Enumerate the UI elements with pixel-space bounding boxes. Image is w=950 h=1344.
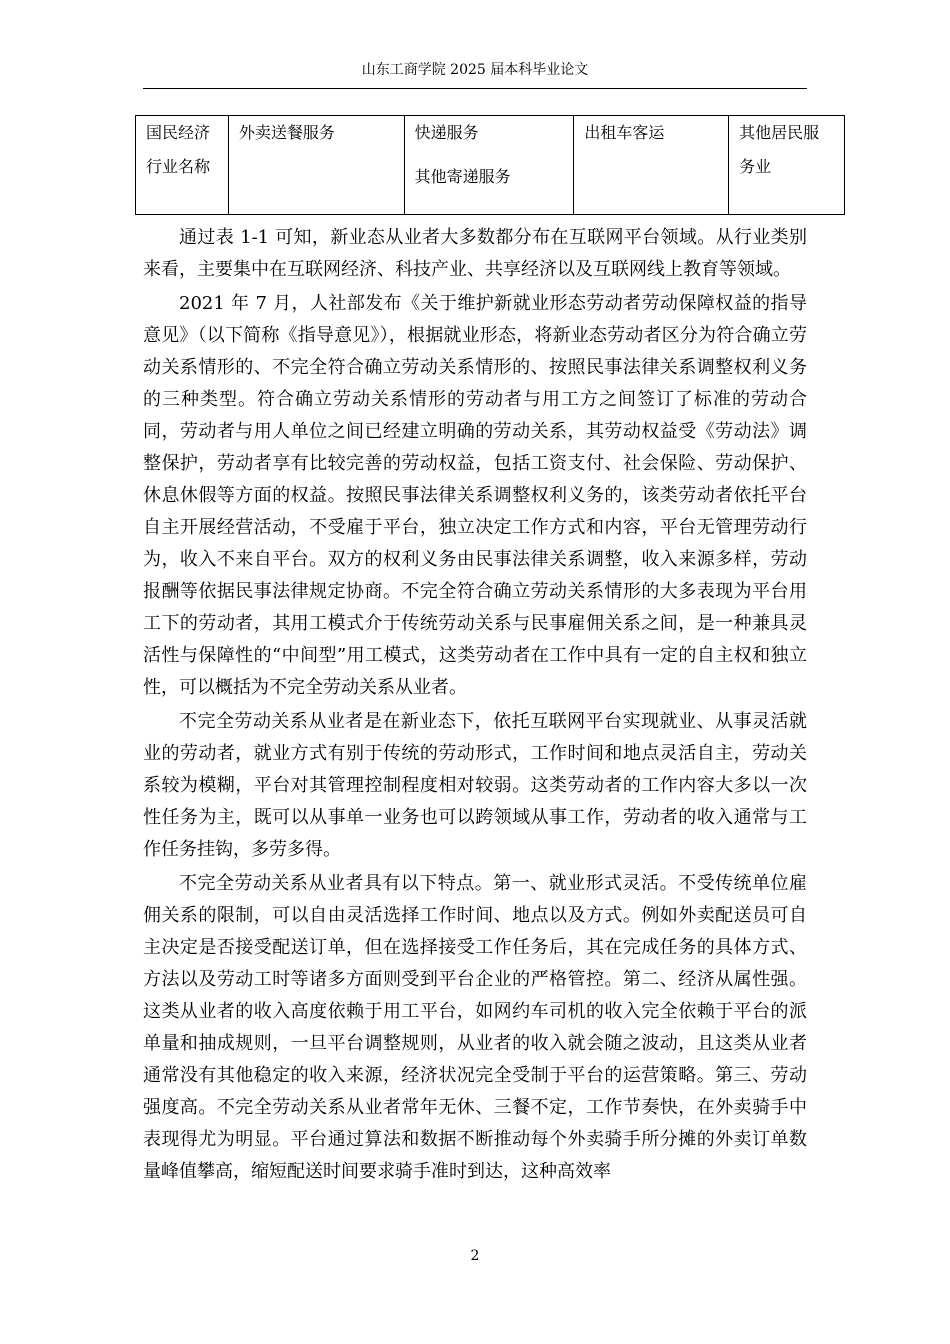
page-number: 2 [470, 1248, 480, 1264]
paragraph: 2021 年 7 月，人社部发布《关于维护新就业形态劳动者劳动保障权益的指导意见》（以下简称《指导意见》），根据就业形态，将新业态劳动者区分为符合确立劳动关系情形的、不完全符合确立劳动关系情形的、按照民事法律关系调整权利义务的三种类型。符合确立劳动关系情形的劳动者与用工方之间签订了标准的劳动合同，劳动者与用人单位之间已经建立明确的劳动关系，其劳动权益受《劳动法》调整保护，劳动者享有比较完善的劳动权益，包括工资支付、社会保险、劳动保护、休息休假等方面的权益。按照民事法律关系调整权利义务的，该类劳动者依托平台自主开展经营活动，不受雇于平台，独立决定工作方式和内容，平台无管理劳动行为，收入不来自平台。双方的权利义务由民事法律关系调整，收入来源多样，劳动报酬等依据民事法律规定协商。不完全符合确立劳动关系情形的大多表现为平台用工下的劳动者，其用工模式介于传统劳动关系与民事雇佣关系之间，是一种兼具灵活性与保障性的“中间型”用工模式，这类劳动者在工作中具有一定的自主权和独立性，可以概括为不完全劳动关系从业者。 [143, 293, 807, 698]
cell-line: 务业 [739, 157, 772, 176]
row-label-line: 行业名称 [146, 157, 211, 176]
cell-line: 其他居民服 [739, 123, 820, 142]
table-cell [228, 116, 404, 215]
cell-line: 快递服务 [414, 123, 479, 142]
body-text [143, 222, 807, 1188]
paragraph: 不完全劳动关系从业者是在新业态下，依托互联网平台实现就业、从事灵活就业的劳动者，就业方式有别于传统的劳动形式，工作时间和地点灵活自主，劳动关系较为模糊，平台对其管理控制程度相对较弱。这类劳动者的工作内容大多以一次性任务为主，既可以从事单一业务也可以跨领域从事工作，劳动者的收入通常与工作任务挂钩，多劳多得。 [143, 711, 807, 860]
cell-line: 其他寄递服务 [414, 167, 511, 186]
table-cell [404, 116, 574, 215]
row-label-line: 国民经济 [146, 123, 211, 142]
industry-table [135, 115, 845, 215]
table-row [136, 116, 845, 215]
table-row-header [136, 116, 229, 215]
paragraph: 不完全劳动关系从业者具有以下特点。第一、就业形式灵活。不受传统单位雇佣关系的限制，可以自由灵活选择工作时间、地点以及方式。例如外卖配送员可自主决定是否接受配送订单，但在选择接受工作任务后，其在完成任务的具体方式、方法以及劳动工时等诸多方面则受到平台企业的严格管控。第二、经济从属性强。这类从业者的收入高度依赖于用工平台，如网约车司机的收入完全依赖于平台的派单量和抽成规则，一旦平台调整规则，从业者的收入就会随之波动，且这类从业者通常没有其他稳定的收入来源，经济状况完全受制于平台的运营策略。第三、劳动强度高。不完全劳动关系从业者常年无休、三餐不定，工作节奏快，在外卖骑手中表现得尤为明显。平台通过算法和数据不断推动每个外卖骑手所分摊的外卖订单数量峰值攀高，缩短配送时间要求骑手准时到达，这种高效率 [143, 873, 807, 1182]
header-rule [143, 88, 807, 89]
table-cell [729, 116, 845, 215]
table-cell [574, 116, 729, 215]
page-header: 山东工商学院 2025 届本科毕业论文 [361, 62, 589, 78]
cell-line: 外卖送餐服务 [238, 123, 335, 142]
paragraph: 通过表 1-1 可知，新业态从业者大多数都分布在互联网平台领域。从行业类别来看，主要集中在互联网经济、科技产业、共享经济以及互联网线上教育等领域。 [143, 227, 807, 280]
cell-line: 出租车客运 [584, 123, 665, 142]
